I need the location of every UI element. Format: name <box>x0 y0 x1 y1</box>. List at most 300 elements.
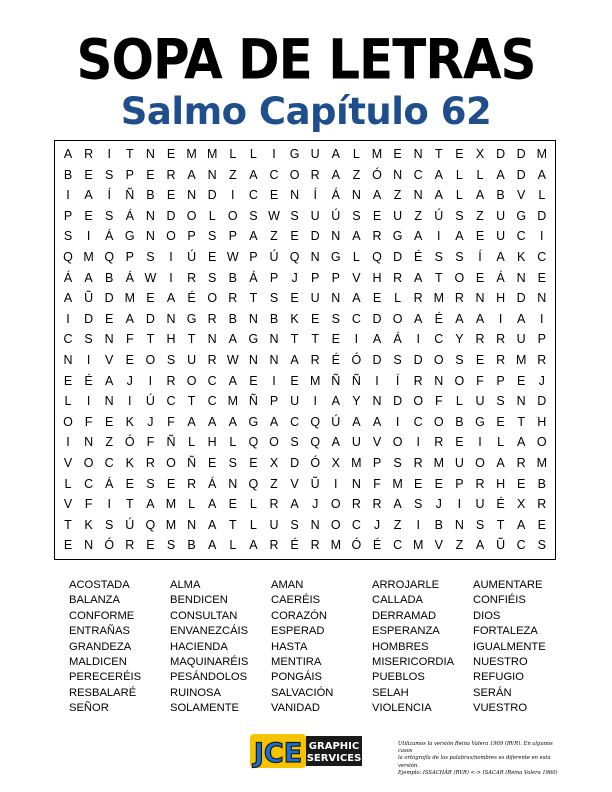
grid-letter: F <box>373 476 381 491</box>
grid-letter: I <box>416 332 420 347</box>
grid-letter: R <box>393 270 403 285</box>
grid-letter: N <box>269 332 279 347</box>
grid-letter: J <box>126 373 133 388</box>
grid-letter: Á <box>105 476 114 491</box>
grid-letter: A <box>537 167 546 182</box>
grid-letter: Á <box>393 332 402 347</box>
grid-letter: E <box>475 229 485 244</box>
grid-letter: R <box>166 167 176 182</box>
grid-letter: C <box>166 394 176 409</box>
grid-letter: C <box>84 476 94 491</box>
grid-letter: E <box>125 353 134 367</box>
grid-letter: L <box>352 147 360 161</box>
grid-letter: S <box>352 208 361 223</box>
word-item: IGUALMENTE <box>473 640 546 653</box>
grid-letter: D <box>290 456 300 470</box>
grid-letter: I <box>354 332 359 347</box>
word-column <box>69 578 141 717</box>
grid-row <box>55 206 555 226</box>
grid-letter: M <box>227 394 238 409</box>
grid-letter: R <box>166 373 176 388</box>
grid-letter: A <box>496 167 505 182</box>
grid-letter: D <box>413 353 423 367</box>
grid-letter: A <box>517 311 526 326</box>
grid-letter: S <box>393 353 402 367</box>
word-item: MAQUINARÉIS <box>170 656 249 669</box>
grid-letter: A <box>331 147 340 161</box>
grid-letter: E <box>414 476 423 491</box>
grid-letter: Q <box>310 435 321 450</box>
grid-letter: E <box>166 476 176 491</box>
grid-letter: J <box>435 497 442 512</box>
logo-line1: GRAPHIC <box>308 741 360 752</box>
grid-letter: E <box>249 456 258 470</box>
grid-letter: R <box>187 270 197 285</box>
grid-letter: U <box>475 394 485 409</box>
grid-letter: C <box>393 538 403 553</box>
grid-letter: T <box>517 414 525 429</box>
grid-letter: Z <box>228 167 237 182</box>
grid-letter: L <box>497 435 505 450</box>
grid-letter: Z <box>352 167 361 182</box>
grid-letter: N <box>331 229 341 244</box>
grid-letter: G <box>289 147 300 161</box>
grid-letter: C <box>351 311 361 326</box>
grid-letter: O <box>166 456 176 470</box>
grid-letter: P <box>249 250 258 264</box>
grid-letter: N <box>166 311 176 326</box>
grid-letter: D <box>516 147 526 161</box>
grid-letter: B <box>63 167 73 182</box>
grid-letter: S <box>290 208 299 223</box>
grid-letter: L <box>229 538 237 553</box>
word-item: CONFORME <box>69 609 135 622</box>
grid-letter: T <box>187 332 196 347</box>
word-column <box>473 578 546 717</box>
grid-letter: T <box>64 517 72 532</box>
grid-letter: N <box>104 332 114 347</box>
page-subtitle: Salmo Capítulo 62 <box>120 90 492 133</box>
grid-letter: D <box>145 311 155 326</box>
grid-letter: U <box>454 456 464 470</box>
grid-letter: Í <box>313 188 317 203</box>
grid-letter: N <box>248 311 258 326</box>
grid-letter: O <box>433 414 444 429</box>
grid-letter: Ñ <box>331 373 341 388</box>
word-item: PONGÁIS <box>271 671 322 684</box>
grid-letter: E <box>105 414 114 429</box>
grid-letter: Z <box>393 188 402 203</box>
grid-letter: T <box>187 394 196 409</box>
grid-letter: T <box>434 270 443 285</box>
grid-row <box>55 329 555 349</box>
grid-letter: H <box>496 291 506 306</box>
grid-letter: R <box>187 476 197 491</box>
grid-letter: Ñ <box>187 456 197 470</box>
grid-letter: S <box>496 394 505 409</box>
grid-letter: U <box>310 208 320 223</box>
grid-letter: E <box>166 188 176 203</box>
grid-letter: G <box>248 332 259 347</box>
word-item: ENTRAÑAS <box>69 625 130 638</box>
word-item: ENVANEZCÁIS <box>170 625 249 638</box>
grid-letter: N <box>475 291 485 306</box>
grid-letter: N <box>84 435 94 450</box>
grid-letter: O <box>207 291 218 306</box>
grid-letter: D <box>372 311 382 326</box>
grid-letter: M <box>351 456 362 470</box>
grid-letter: M <box>206 147 218 161</box>
grid-letter: R <box>310 538 320 553</box>
grid-letter: O <box>454 270 465 285</box>
grid-letter: N <box>207 167 217 182</box>
grid-letter: O <box>227 208 238 223</box>
grid-letter: M <box>536 456 547 470</box>
word-item: HASTA <box>271 640 308 653</box>
grid-letter: Á <box>208 476 217 491</box>
grid-letter: F <box>146 435 155 450</box>
grid-letter: L <box>538 188 546 203</box>
grid-letter: D <box>393 250 403 264</box>
grid-letter: O <box>186 373 197 388</box>
grid-letter: N <box>207 332 217 347</box>
grid-letter: A <box>352 229 361 244</box>
grid-letter: M <box>83 250 94 264</box>
grid-letter: E <box>475 353 485 367</box>
grid-letter: Z <box>105 435 113 450</box>
grid-letter: P <box>125 250 134 264</box>
grid-letter: T <box>146 332 155 347</box>
grid-letter: L <box>455 167 463 182</box>
grid-letter: Í <box>395 373 400 388</box>
grid-letter: R <box>413 373 423 388</box>
grid-letter: O <box>145 353 156 367</box>
grid-letter: G <box>475 414 485 429</box>
logo-mark: JCE <box>253 738 303 769</box>
grid-letter: A <box>208 497 217 512</box>
grid-letter: D <box>207 188 217 203</box>
grid-letter: É <box>496 497 505 512</box>
grid-letter: N <box>145 229 155 244</box>
grid-letter: R <box>310 353 320 367</box>
word-item: ESPERAD <box>271 625 325 638</box>
grid-letter: F <box>84 414 93 429</box>
grid-letter: C <box>269 167 279 182</box>
grid-letter: S <box>414 497 423 512</box>
grid-letter: Ú <box>434 208 444 223</box>
grid-letter: L <box>352 250 360 264</box>
grid-letter: E <box>455 435 464 450</box>
grid-letter: E <box>208 250 217 264</box>
word-item: CORAZÓN <box>271 609 327 622</box>
grid-letter: E <box>228 497 237 512</box>
grid-letter: D <box>537 208 547 223</box>
grid-letter: R <box>516 456 526 470</box>
grid-letter: A <box>249 538 258 553</box>
grid-letter: A <box>84 270 93 285</box>
grid-letter: A <box>228 332 237 347</box>
grid-letter: D <box>516 167 526 182</box>
grid-letter: D <box>310 229 320 244</box>
grid-letter: N <box>351 188 361 203</box>
grid-letter: O <box>454 373 465 388</box>
grid-letter: E <box>311 311 320 326</box>
grid-letter: E <box>393 147 402 161</box>
grid-letter: A <box>372 414 382 429</box>
grid-letter: N <box>310 250 320 264</box>
grid-letter: A <box>125 311 134 326</box>
grid-letter: O <box>392 311 403 326</box>
grid-letter: N <box>63 353 73 367</box>
grid-letter: R <box>125 538 135 553</box>
grid-letter: S <box>475 517 485 532</box>
grid-letter: E <box>146 291 155 306</box>
grid-letter: Ó <box>351 538 362 553</box>
grid-letter: U <box>290 394 300 409</box>
grid-letter: G <box>186 311 197 326</box>
grid-letter: N <box>145 208 155 223</box>
grid-letter: Q <box>145 517 156 532</box>
grid-letter: I <box>416 517 420 532</box>
word-item: ALMA <box>170 579 201 591</box>
grid-letter: I <box>334 476 338 491</box>
grid-letter: A <box>84 188 93 203</box>
grid-letter: X <box>331 456 340 470</box>
grid-letter: A <box>475 188 485 203</box>
grid-letter: A <box>166 291 176 306</box>
grid-letter: M <box>186 147 197 161</box>
grid-letter: J <box>312 497 319 512</box>
grid-letter: N <box>290 188 300 203</box>
grid-letter: S <box>290 517 299 532</box>
grid-letter: I <box>66 435 70 450</box>
grid-letter: E <box>269 188 279 203</box>
grid-letter: M <box>392 476 403 491</box>
grid-letter: S <box>146 250 155 264</box>
grid-letter: N <box>351 476 361 491</box>
grid-letter: L <box>208 208 216 223</box>
grid-letter: T <box>311 332 319 347</box>
word-item: CONSULTAN <box>170 609 238 622</box>
grid-letter: T <box>496 517 505 532</box>
word-item: SERÁN <box>473 686 512 699</box>
grid-letter: P <box>228 229 237 244</box>
grid-letter: E <box>249 373 258 388</box>
grid-letter: P <box>125 167 134 182</box>
grid-letter: M <box>433 291 444 306</box>
grid-letter: U <box>269 517 279 532</box>
grid-letter: Á <box>125 270 134 285</box>
grid-letter: I <box>107 147 111 161</box>
grid-letter: D <box>537 394 547 409</box>
grid-letter: H <box>537 414 547 429</box>
word-item: AMAN <box>271 579 304 591</box>
grid-letter: M <box>330 538 341 553</box>
grid-letter: É <box>290 538 299 553</box>
grid-letter: I <box>128 394 132 409</box>
grid-row <box>55 453 555 473</box>
grid-letter: L <box>229 435 237 450</box>
grid-letter: P <box>331 270 340 285</box>
grid-letter: S <box>105 208 114 223</box>
word-item: PERECERÉIS <box>69 671 142 684</box>
grid-letter: G <box>248 414 259 429</box>
word-item: MISERICORDIA <box>372 656 455 669</box>
grid-letter: V <box>105 353 114 367</box>
grid-letter: P <box>311 270 320 285</box>
grid-letter: G <box>330 250 341 264</box>
grid-letter: A <box>475 538 485 553</box>
word-column <box>170 578 248 717</box>
word-column <box>372 578 454 717</box>
grid-letter: A <box>455 311 464 326</box>
grid-letter: B <box>496 188 505 203</box>
grid-letter: O <box>269 435 279 450</box>
grid-letter: A <box>414 270 423 285</box>
grid-letter: W <box>226 353 239 367</box>
grid-letter: U <box>496 229 506 244</box>
grid-letter: D <box>372 353 382 367</box>
grid-letter: B <box>434 517 443 532</box>
grid-letter: M <box>124 291 135 306</box>
grid-letter: I <box>272 373 276 388</box>
grid-letter: D <box>84 311 94 326</box>
grid-letter: I <box>375 373 379 388</box>
grid-letter: V <box>63 456 73 470</box>
grid-row <box>55 412 555 432</box>
grid-letter: A <box>475 311 485 326</box>
grid-letter: Q <box>248 435 259 450</box>
grid-letter: Ũ <box>496 538 506 553</box>
grid-letter: R <box>84 147 94 161</box>
grid-letter: R <box>434 435 444 450</box>
grid-letter: B <box>228 311 237 326</box>
grid-letter: I <box>540 229 544 244</box>
grid-letter: H <box>166 332 176 347</box>
grid-letter: Q <box>289 250 300 264</box>
grid-letter: L <box>455 394 463 409</box>
grid-letter: R <box>310 167 320 182</box>
grid-letter: F <box>84 497 93 512</box>
grid-letter: Z <box>270 229 278 244</box>
grid-letter: N <box>537 291 547 306</box>
grid-letter: G <box>124 229 135 244</box>
grid-letter: S <box>105 167 114 182</box>
grid-letter: Á <box>496 270 505 285</box>
grid-letter: L <box>249 517 257 532</box>
word-item: MALDICEN <box>69 656 127 669</box>
grid-letter: S <box>105 517 114 532</box>
grid-letter: V <box>352 270 361 285</box>
grid-letter: M <box>371 147 383 161</box>
grid-letter: T <box>228 517 237 532</box>
grid-letter: N <box>145 147 155 161</box>
grid-letter: Z <box>455 538 464 553</box>
grid-letter: L <box>249 497 257 512</box>
grid-letter: I <box>86 353 91 367</box>
grid-letter: C <box>516 538 526 553</box>
grid-letter: K <box>517 250 526 264</box>
grid-letter: F <box>167 414 175 429</box>
grid-letter: A <box>208 538 217 553</box>
grid-letter: I <box>86 229 91 244</box>
grid-letter: N <box>413 147 423 161</box>
grid-letter: A <box>228 373 237 388</box>
word-item: HACIENDA <box>170 640 228 653</box>
grid-letter: I <box>272 147 276 161</box>
version-note-line2: la ortografía de las palabras/nombres es diferente en esta versión. <box>398 755 551 769</box>
grid-letter: Á <box>249 270 258 285</box>
grid-letter: V <box>517 188 526 203</box>
grid-letter: É <box>331 353 340 367</box>
grid-letter: J <box>147 414 154 429</box>
grid-letter: D <box>166 208 176 223</box>
grid-letter: I <box>66 188 70 203</box>
grid-letter: L <box>229 147 237 161</box>
grid-letter: E <box>166 147 176 161</box>
grid-row <box>55 432 555 452</box>
grid-letter: O <box>475 456 485 470</box>
grid-letter: Í <box>107 188 111 203</box>
grid-letter: I <box>148 373 153 388</box>
grid-letter: N <box>310 517 320 532</box>
grid-letter: O <box>330 517 341 532</box>
grid-letter: N <box>248 353 258 367</box>
grid-letter: Á <box>125 208 134 223</box>
grid-letter: A <box>414 229 423 244</box>
grid-letter: C <box>63 332 73 347</box>
grid-letter: É <box>434 311 443 326</box>
grid-letter: Ó <box>372 167 382 182</box>
grid-letter: J <box>291 270 298 285</box>
grid-letter: U <box>310 291 320 306</box>
grid-letter: I <box>107 497 111 512</box>
grid-letter: A <box>146 497 155 512</box>
grid-letter: Ó <box>310 456 321 470</box>
grid-letter: P <box>537 332 546 347</box>
grid-letter: Ó <box>351 353 362 367</box>
grid-letter: Q <box>310 414 321 429</box>
grid-letter: A <box>414 311 423 326</box>
grid-letter: N <box>516 270 526 285</box>
grid-letter: S <box>208 270 217 285</box>
grid-letter: W <box>144 270 157 285</box>
grid-letter: S <box>166 538 176 553</box>
grid-letter: I <box>478 435 482 450</box>
grid-letter: R <box>413 291 423 306</box>
logo-icon <box>250 732 362 770</box>
grid-letter: R <box>372 497 382 512</box>
word-item: ARROJARLE <box>372 579 440 591</box>
grid-letter: Ñ <box>248 394 258 409</box>
version-note-line1: Utilizamos la versión Reina Valera 1909 (RVR). En algunos casos <box>398 741 553 755</box>
word-item: DIOS <box>473 609 501 622</box>
grid-letter: Q <box>104 250 115 264</box>
grid-letter: I <box>169 270 173 285</box>
grid-letter: I <box>169 250 173 264</box>
grid-letter: E <box>290 291 299 306</box>
grid-letter: C <box>290 414 300 429</box>
letter-grid <box>54 140 556 560</box>
grid-letter: A <box>496 456 505 470</box>
word-item: VANIDAD <box>271 702 320 715</box>
grid-letter: I <box>457 497 462 512</box>
grid-letter: F <box>125 332 134 347</box>
grid-letter: R <box>496 353 506 367</box>
grid-letter: N <box>269 353 279 367</box>
word-item: FORTALEZA <box>473 625 538 638</box>
grid-letter: S <box>455 250 464 264</box>
